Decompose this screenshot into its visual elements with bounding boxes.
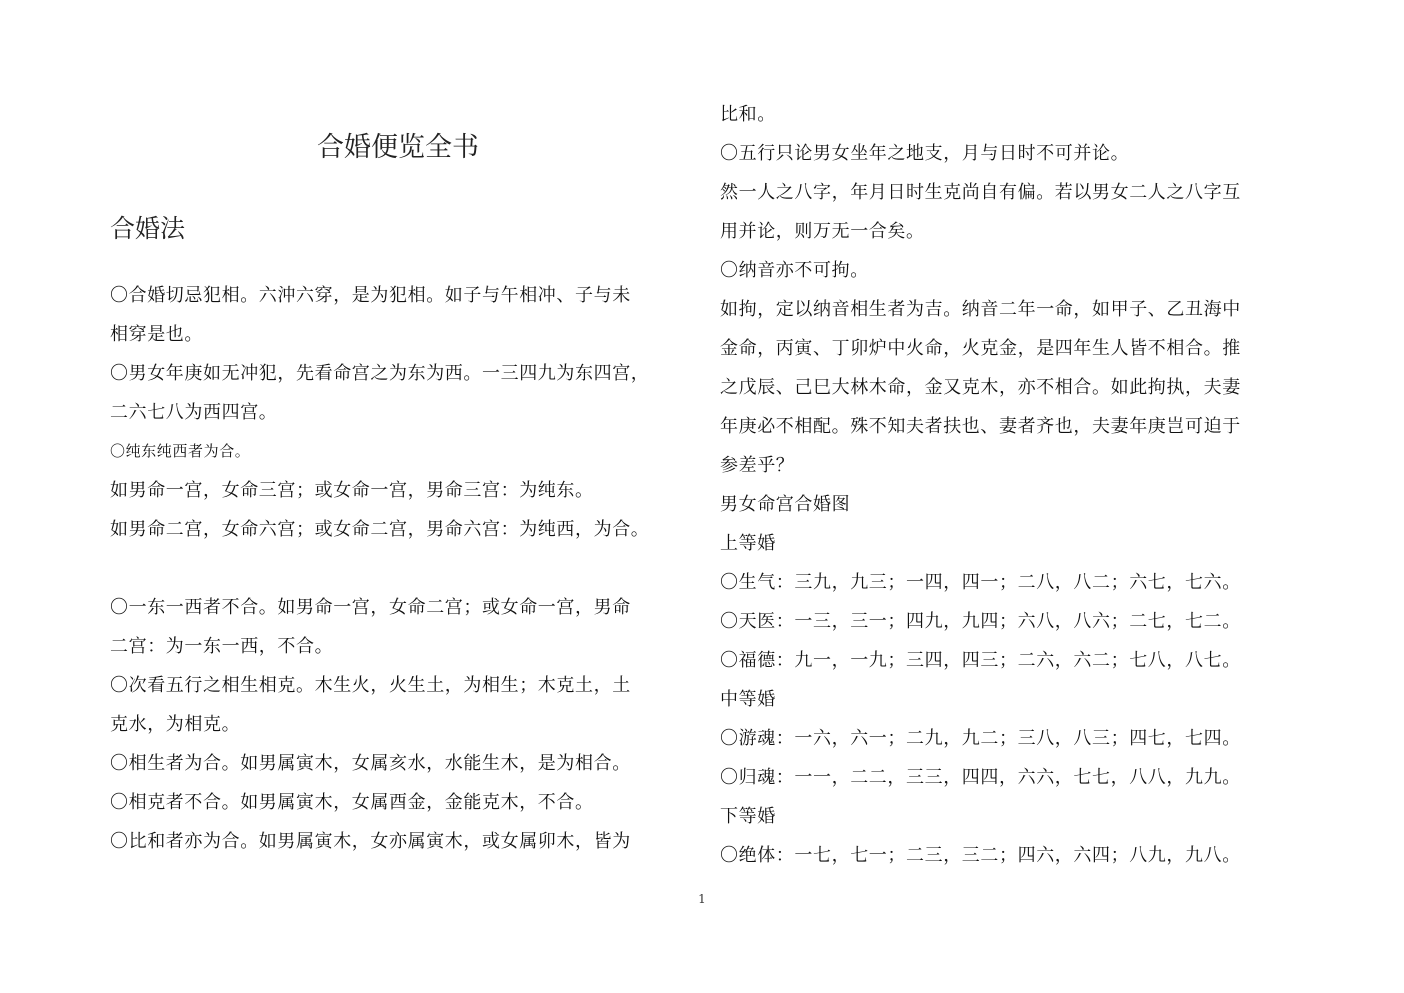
text-line: 克水，为相克。: [110, 714, 241, 735]
text-line: 〇合婚切忌犯相。六沖六穿，是为犯相。如子与午相冲、子与未: [110, 285, 631, 306]
text-line: 〇绝体：一七，七一；二三，三二；四六，六四；八九，九八。: [720, 845, 1241, 866]
page-number: 1: [698, 892, 706, 906]
text-line: 相穿是也。: [110, 324, 203, 345]
tier-heading: 上等婚: [720, 533, 776, 554]
text-line: 〇相克者不合。如男属寅木，女属酉金，金能克木，不合。: [110, 792, 594, 813]
text-line: 金命，丙寅、丁卯炉中火命，火克金，是四年生人皆不相合。推: [720, 338, 1241, 359]
text-line: 〇五行只论男女坐年之地支，月与日时不可并论。: [720, 143, 1130, 164]
text-line: 之戊辰、己巳大林木命，金又克木，亦不相合。如此拘执，夫妻: [720, 377, 1241, 398]
text-line: 〇生气：三九，九三；一四，四一；二八，八二；六七，七六。: [720, 572, 1241, 593]
text-line: 如男命一宫，女命三宫；或女命一宫，男命三宫：为纯东。: [110, 480, 594, 501]
text-line: 比和。: [720, 104, 776, 125]
text-line: 〇归魂：一一，二二，三三，四四，六六，七七，八八，九九。: [720, 767, 1241, 788]
chart-heading: 男女命宫合婚图: [720, 494, 851, 515]
text-line: 如拘，定以纳音相生者为吉。纳音二年一命，如甲子、乙丑海中: [720, 299, 1241, 320]
text-line: 参差乎？: [720, 455, 795, 476]
text-line: 〇一东一西者不合。如男命一宫，女命二宫；或女命一宫，男命: [110, 597, 631, 618]
tier-heading: 下等婚: [720, 806, 776, 827]
text-line: 〇纯东纯西者为合。: [110, 442, 251, 460]
text-line: 二宫：为一东一西，不合。: [110, 636, 334, 657]
text-line: 〇游魂：一六，六一；二九，九二；三八，八三；四七，七四。: [720, 728, 1241, 749]
text-line: 然一人之八字，年月日时生克尚自有偏。若以男女二人之八字互: [720, 182, 1241, 203]
text-line: 〇纳音亦不可拘。: [720, 260, 869, 281]
document-title: 合婚便览全书: [317, 132, 479, 163]
text-line: 用并论，则万无一合矣。: [720, 221, 925, 242]
text-line: 〇男女年庚如无冲犯，先看命宫之为东为西。一三四九为东四宫，: [110, 363, 650, 384]
text-line: 二六七八为西四宫。: [110, 402, 278, 423]
blank-line: [110, 549, 690, 588]
text-line: 〇次看五行之相生相克。木生火，火生土，为相生；木克土，土: [110, 675, 631, 696]
right-text-column: [720, 95, 1290, 875]
text-line: 如男命二宫，女命六宫；或女命二宫，男命六宫：为纯西，为合。: [110, 519, 650, 540]
left-text-column: [110, 276, 690, 861]
text-line: 年庚必不相配。殊不知夫者扶也、妻者齐也，夫妻年庚岂可迫于: [720, 416, 1241, 437]
text-line: 〇比和者亦为合。如男属寅木，女亦属寅木，或女属卯木，皆为: [110, 831, 631, 852]
text-line: 〇相生者为合。如男属寅木，女属亥水，水能生木，是为相合。: [110, 753, 631, 774]
section-title: 合婚法: [110, 214, 186, 243]
tier-heading: 中等婚: [720, 689, 776, 710]
text-line: 〇福德：九一，一九；三四，四三；二六，六二；七八，八七。: [720, 650, 1241, 671]
text-line: 〇天医：一三，三一；四九，九四；六八，八六；二七，七二。: [720, 611, 1241, 632]
